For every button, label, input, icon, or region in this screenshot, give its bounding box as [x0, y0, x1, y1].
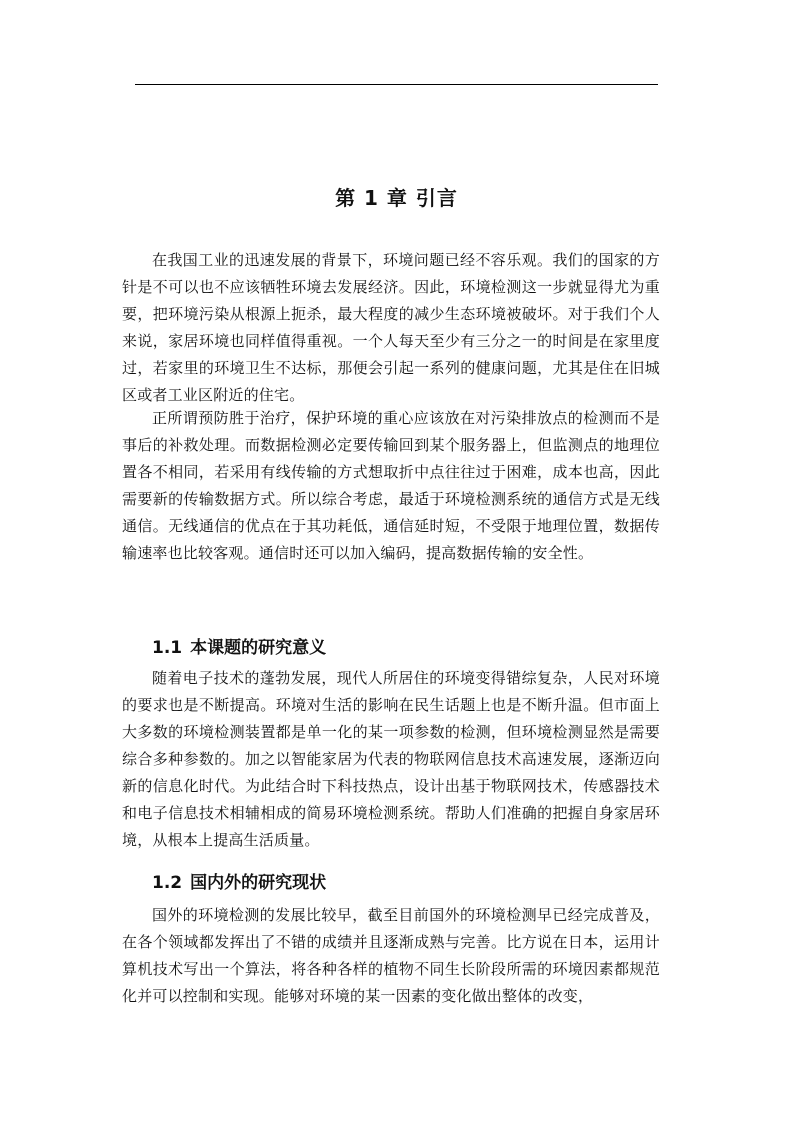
- section-heading-1-2: [152, 870, 652, 896]
- intro-paragraph-1: 在我国工业的迅速发展的背景下，环境问题已经不容乐观。我们的国家的方针是不可以也不应该牺牲环境去发展经济。因此，环境检测这一步就显得尤为重要，把环境污染从根源上扼杀，最大程度的减少生态环境被破坏。对于我们个人来说，家居环境也同样值得重视。一个人每天至少有三分之一的时间是在家里度过，若家里的环境卫生不达标，那便会引起一系列的健康问题，尤其是住在旧城区或者工业区附近的住宅。: [122, 251, 660, 404]
- chapter-title: 第 1 章 引言: [335, 186, 458, 210]
- section-title-text: 本课题的研究意义: [190, 638, 327, 658]
- section-title-text: 国内外的研究现状: [190, 873, 327, 893]
- intro-paragraph-2: 正所谓预防胜于治疗，保护环境的重心应该放在对污染排放点的检测而不是事后的补救处理。而数据检测必定要传输回到某个服务器上，但监测点的地理位置各不相同，若采用有线传输的方式想取折中点往往过于困难，成本也高，因此需要新的传输数据方式。所以综合考虑，最适于环境检测系统的通信方式是无线通信。无线通信的优点在于其功耗低，通信延时短，不受限于地理位置，数据传输速率也比较客观。通信时还可以加入编码，提高数据传输的安全性。: [122, 409, 660, 562]
- section-number: 1.1: [152, 638, 183, 658]
- section-1-1-paragraph-1: 随着电子技术的蓬勃发展，现代人所居住的环境变得错综复杂，人民对环境的要求也是不断提高。环境对生活的影响在民生话题上也是不断升温。但市面上大多数的环境检测装置都是单一化的某一项参数的检测，但环境检测显然是需要综合多种参数的。加之以智能家居为代表的物联网信息技术高速发展，逐渐迈向新的信息化时代。为此结合时下科技热点，设计出基于物联网技术，传感器技术和电子信息技术相辅相成的简易环境检测系统。帮助人们准确的把握自身家居环境，从根本上提高生活质量。: [122, 669, 660, 849]
- section-number: 1.2: [152, 873, 183, 893]
- section-heading-1-1: [152, 635, 652, 661]
- header-rule: [135, 84, 658, 85]
- section-1-2-paragraph-1: 国外的环境检测的发展比较早，截至目前国外的环境检测早已经完成普及，在各个领域都发挥出了不错的成绩并且逐渐成熟与完善。比方说在日本，运用计算机技术写出一个算法，将各种各样的植物不同生长阶段所需的环境因素都规范化并可以控制和实现。能够对环境的某一因素的变化做出整体的改变，: [122, 906, 660, 1005]
